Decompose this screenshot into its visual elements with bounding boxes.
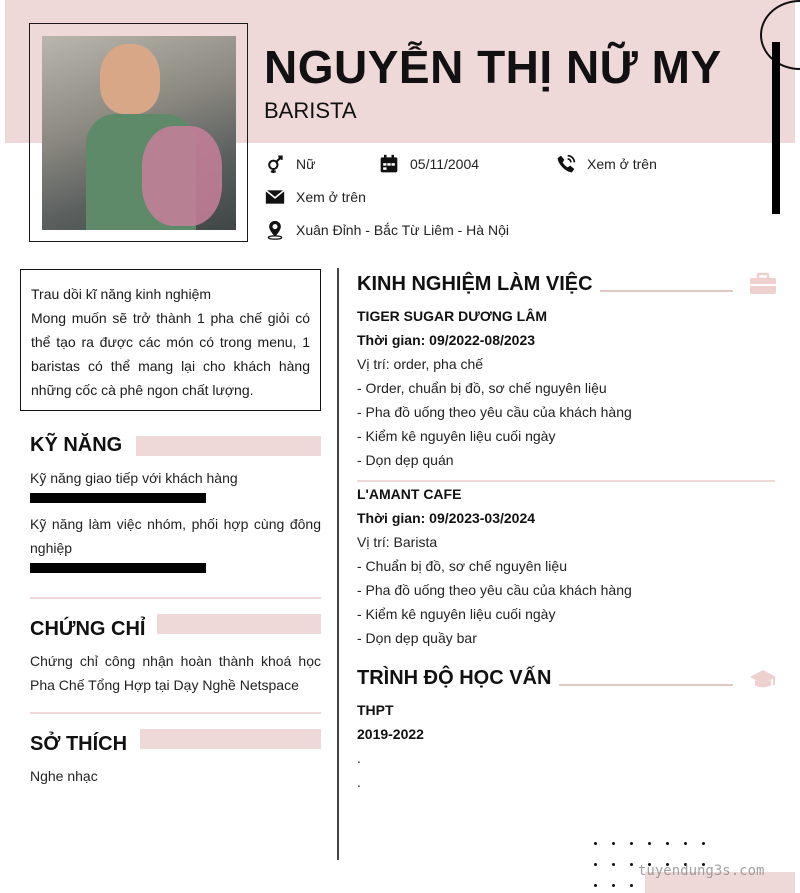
decorative-dot xyxy=(684,842,687,845)
decorative-dot xyxy=(666,842,669,845)
education-years: 2019-2022 xyxy=(357,726,424,742)
experience-title: KINH NGHIỆM LÀM VIỆC xyxy=(357,273,593,295)
job-company: TIGER SUGAR DƯƠNG LÂM xyxy=(357,308,547,324)
job-position: Vị trí: Barista xyxy=(357,534,438,550)
education-title: TRÌNH ĐỘ HỌC VẤN xyxy=(357,667,552,689)
certificates-title: CHỨNG CHỈ xyxy=(30,618,146,640)
certificate-text: Chứng chỉ công nhận hoàn thành khoá học Pha Chế Tổng Hợp tại Dạy Nghề Netspace xyxy=(30,653,321,693)
decorative-dot xyxy=(630,884,633,887)
job-time: Thời gian: 09/2023-03/2024 xyxy=(357,510,536,526)
decorative-dot xyxy=(594,863,597,866)
decorative-dot xyxy=(648,842,651,845)
birthdate-value: 05/11/2004 xyxy=(410,156,480,172)
phone-info xyxy=(556,154,657,174)
experience-title-line xyxy=(600,290,733,292)
decorative-dot xyxy=(594,842,597,845)
decorative-dot xyxy=(702,842,705,845)
decorative-dot xyxy=(612,863,615,866)
briefcase-icon xyxy=(749,272,777,296)
job-time: Thời gian: 09/2022-08/2023 xyxy=(357,332,536,348)
location-pin-icon xyxy=(265,220,285,240)
job-company: L'AMANT CAFE xyxy=(357,486,462,502)
hobbies-title: SỞ THÍCH xyxy=(30,733,128,755)
decorative-dot xyxy=(630,842,633,845)
section-separator xyxy=(30,597,321,599)
address-value: Xuân Đỉnh - Bắc Từ Liêm - Hà Nội xyxy=(296,222,509,238)
objective-headline: Trau dồi kĩ năng kinh nghiệm xyxy=(31,286,212,302)
skill-level-bar xyxy=(30,563,206,573)
skill-item-label: Kỹ năng làm việc nhóm, phối hợp cùng đông nghiệp xyxy=(30,516,321,556)
hobbies-text: Nghe nhạc xyxy=(30,768,98,784)
education-school: THPT xyxy=(357,702,394,718)
column-divider xyxy=(337,268,339,860)
job-position: Vị trí: order, pha chế xyxy=(357,356,484,372)
skills-title-bar xyxy=(136,436,321,456)
career-objective-box xyxy=(20,269,321,411)
candidate-name: NGUYỄN THỊ NỮ MY xyxy=(264,41,722,93)
job-task: - Chuẩn bị đồ, sơ chế nguyên liệu xyxy=(357,558,567,574)
job-task: - Kiểm kê nguyên liệu cuối ngày xyxy=(357,606,556,622)
skills-title: KỸ NĂNG xyxy=(30,434,123,456)
phone-value: Xem ở trên xyxy=(587,156,657,172)
gender-value: Nữ xyxy=(296,156,316,172)
job-task: - Dọn dẹp quán xyxy=(357,452,454,468)
education-title-line xyxy=(559,684,733,686)
decorative-dot xyxy=(630,863,633,866)
watermark-text: tuyendung3s.com xyxy=(638,863,765,879)
job-task: - Kiểm kê nguyên liệu cuối ngày xyxy=(357,428,556,444)
email-info xyxy=(265,187,366,207)
education-detail: . xyxy=(357,774,361,790)
address-info xyxy=(265,220,509,240)
hobbies-title-bar xyxy=(140,729,321,749)
decorative-dot xyxy=(612,884,615,887)
objective-text: Mong muốn sẽ trở thành 1 pha chế giỏi có thể tạo ra được các món có trong menu, 1 baristas có thể mang lại cho khách hàng những cốc cà phê ngon chất lượng. xyxy=(31,310,310,398)
candidate-role: BARISTA xyxy=(264,98,357,123)
skill-level-bar xyxy=(30,493,206,503)
email-value: Xem ở trên xyxy=(296,189,366,205)
section-separator xyxy=(30,712,321,714)
job-task: - Pha đồ uống theo yêu cầu của khách hàng xyxy=(357,582,632,598)
gender-icon xyxy=(265,154,285,174)
decorative-dot xyxy=(612,842,615,845)
job-task: - Pha đồ uống theo yêu cầu của khách hàng xyxy=(357,404,632,420)
certificates-title-bar xyxy=(157,614,321,634)
birthdate-info xyxy=(379,154,479,174)
gender-info xyxy=(265,154,315,174)
calendar-icon xyxy=(379,154,399,174)
mail-icon xyxy=(265,187,285,207)
skill-item-label: Kỹ năng giao tiếp với khách hàng xyxy=(30,470,238,486)
education-detail: . xyxy=(357,750,361,766)
graduation-cap-icon xyxy=(749,667,777,691)
job-task: - Order, chuẩn bị đồ, sơ chế nguyên liệu xyxy=(357,380,607,396)
right-accent-bar xyxy=(772,42,780,214)
profile-photo xyxy=(42,36,236,230)
phone-icon xyxy=(556,154,576,174)
job-task: - Dọn dẹp quầy bar xyxy=(357,630,477,646)
decorative-dot xyxy=(594,884,597,887)
